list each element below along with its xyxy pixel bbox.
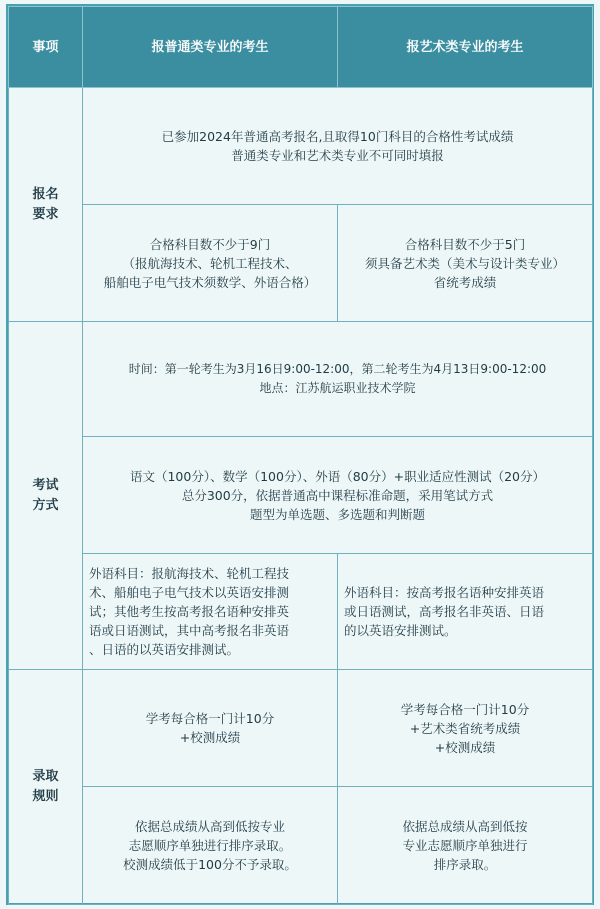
registration-art-cell [338,205,593,322]
admission-art-score-line3: +校测成绩 [434,739,496,755]
registration-label [9,88,83,322]
admission-general-rule-line2: 志愿顺序单独进行排序录取。 [128,838,292,853]
exam-row-subjects [9,437,593,554]
admission-art-rule-line2: 专业志愿顺序单独进行 [402,838,528,853]
header-art: 报艺术类专业的考生 [338,7,593,88]
exam-art-lang-line2: 或日语测试，高考报名非英语、日语 [344,604,545,619]
exam-general-lang-line4: 语或日语测试，其中高考报名非英语 [89,623,290,638]
exam-general-lang-line3: 试；其他考生按高考报名语种安排英 [89,604,290,619]
header-general: 报普通类专业的考生 [83,7,338,88]
registration-label-line1: 报名 [32,186,59,202]
admission-art-rule-line1: 依据总成绩从高到低按 [402,819,528,834]
registration-row-split [9,205,593,322]
admission-art-rule-line3: 排序录取。 [433,857,497,872]
exam-general-lang-line1: 外语科目：报航海技术、轮机工程技 [89,566,290,581]
admission-general-rule-line3: 校测成绩低于100分不予录取。 [123,857,297,872]
exam-subjects-line3: 题型为单选题、多选题和判断题 [249,506,425,522]
exam-row-language [9,554,593,670]
admission-label [9,670,83,905]
registration-row-common [9,88,593,205]
registration-art-line2: 须具备艺术类（美术与设计类专业） [364,255,565,271]
admission-art-score-cell [338,670,593,787]
admission-table-container [6,4,594,905]
admission-general-score-line2: +校测成绩 [179,730,241,745]
exam-label-line1: 考试 [32,477,59,493]
exam-subjects-line1: 语文（100分）、数学（100分）、外语（80分）+职业适应性测试（20分） [129,468,545,484]
exam-label-line2: 方式 [32,497,59,513]
admission-general-rule-line1: 依据总成绩从高到低按专业 [134,819,285,834]
registration-art-line1: 合格科目数不少于5门 [404,236,526,252]
registration-art-line3: 省统考成绩 [433,274,497,290]
admission-row-rules [9,787,593,905]
registration-common-line2: 普通类专业和艺术类专业不可同时填报 [231,148,444,163]
header-row [9,7,593,88]
exam-label [9,322,83,670]
admission-general-rule-cell [83,787,338,905]
admission-general-score-cell [83,670,338,787]
admission-general-score-line1: 学考每合格一门计10分 [145,711,275,726]
exam-art-lang-line1: 外语科目：按高考报名语种安排英语 [344,585,545,600]
exam-subjects-line2: 总分300分，依据普通高中课程标准命题，采用笔试方式 [181,487,494,503]
registration-general-cell [83,205,338,322]
exam-art-lang-line3: 的以英语安排测试。 [344,623,457,638]
registration-general-line3: 船舶电子电气技术须数学、外语合格） [103,274,317,290]
exam-art-language-cell [338,554,593,670]
exam-row-time [9,322,593,437]
registration-general-line2: （报航海技术、轮机工程技术、 [122,255,298,271]
exam-general-lang-line5: 、日语的以英语安排测试。 [89,642,240,657]
header-item: 事项 [9,7,83,88]
admission-art-rule-cell [338,787,593,905]
exam-place-line: 地点：江苏航运职业技术学院 [259,381,416,395]
admission-table [8,6,593,905]
registration-common-line1: 已参加2024年普通高考报名,且取得10门科目的合格性考试成绩 [161,129,514,144]
admission-row-score [9,670,593,787]
exam-time-cell [83,322,593,437]
exam-general-language-cell [83,554,338,670]
registration-label-line2: 要求 [32,206,59,222]
admission-label-line1: 录取 [32,769,59,784]
exam-subjects-cell [83,437,593,554]
admission-label-line2: 规则 [32,789,59,804]
admission-art-score-line1: 学考每合格一门计10分 [400,701,530,717]
exam-time-line: 时间：第一轮考生为3月16日9:00-12:00，第二轮考生为4月13日9:00-12:00 [128,362,547,376]
admission-art-score-line2: +艺术类省统考成绩 [409,720,521,736]
registration-common-cell [83,88,593,205]
exam-general-lang-line2: 术、船舶电子电气技术以英语安排测 [89,585,290,600]
registration-general-line1: 合格科目数不少于9门 [149,236,271,252]
